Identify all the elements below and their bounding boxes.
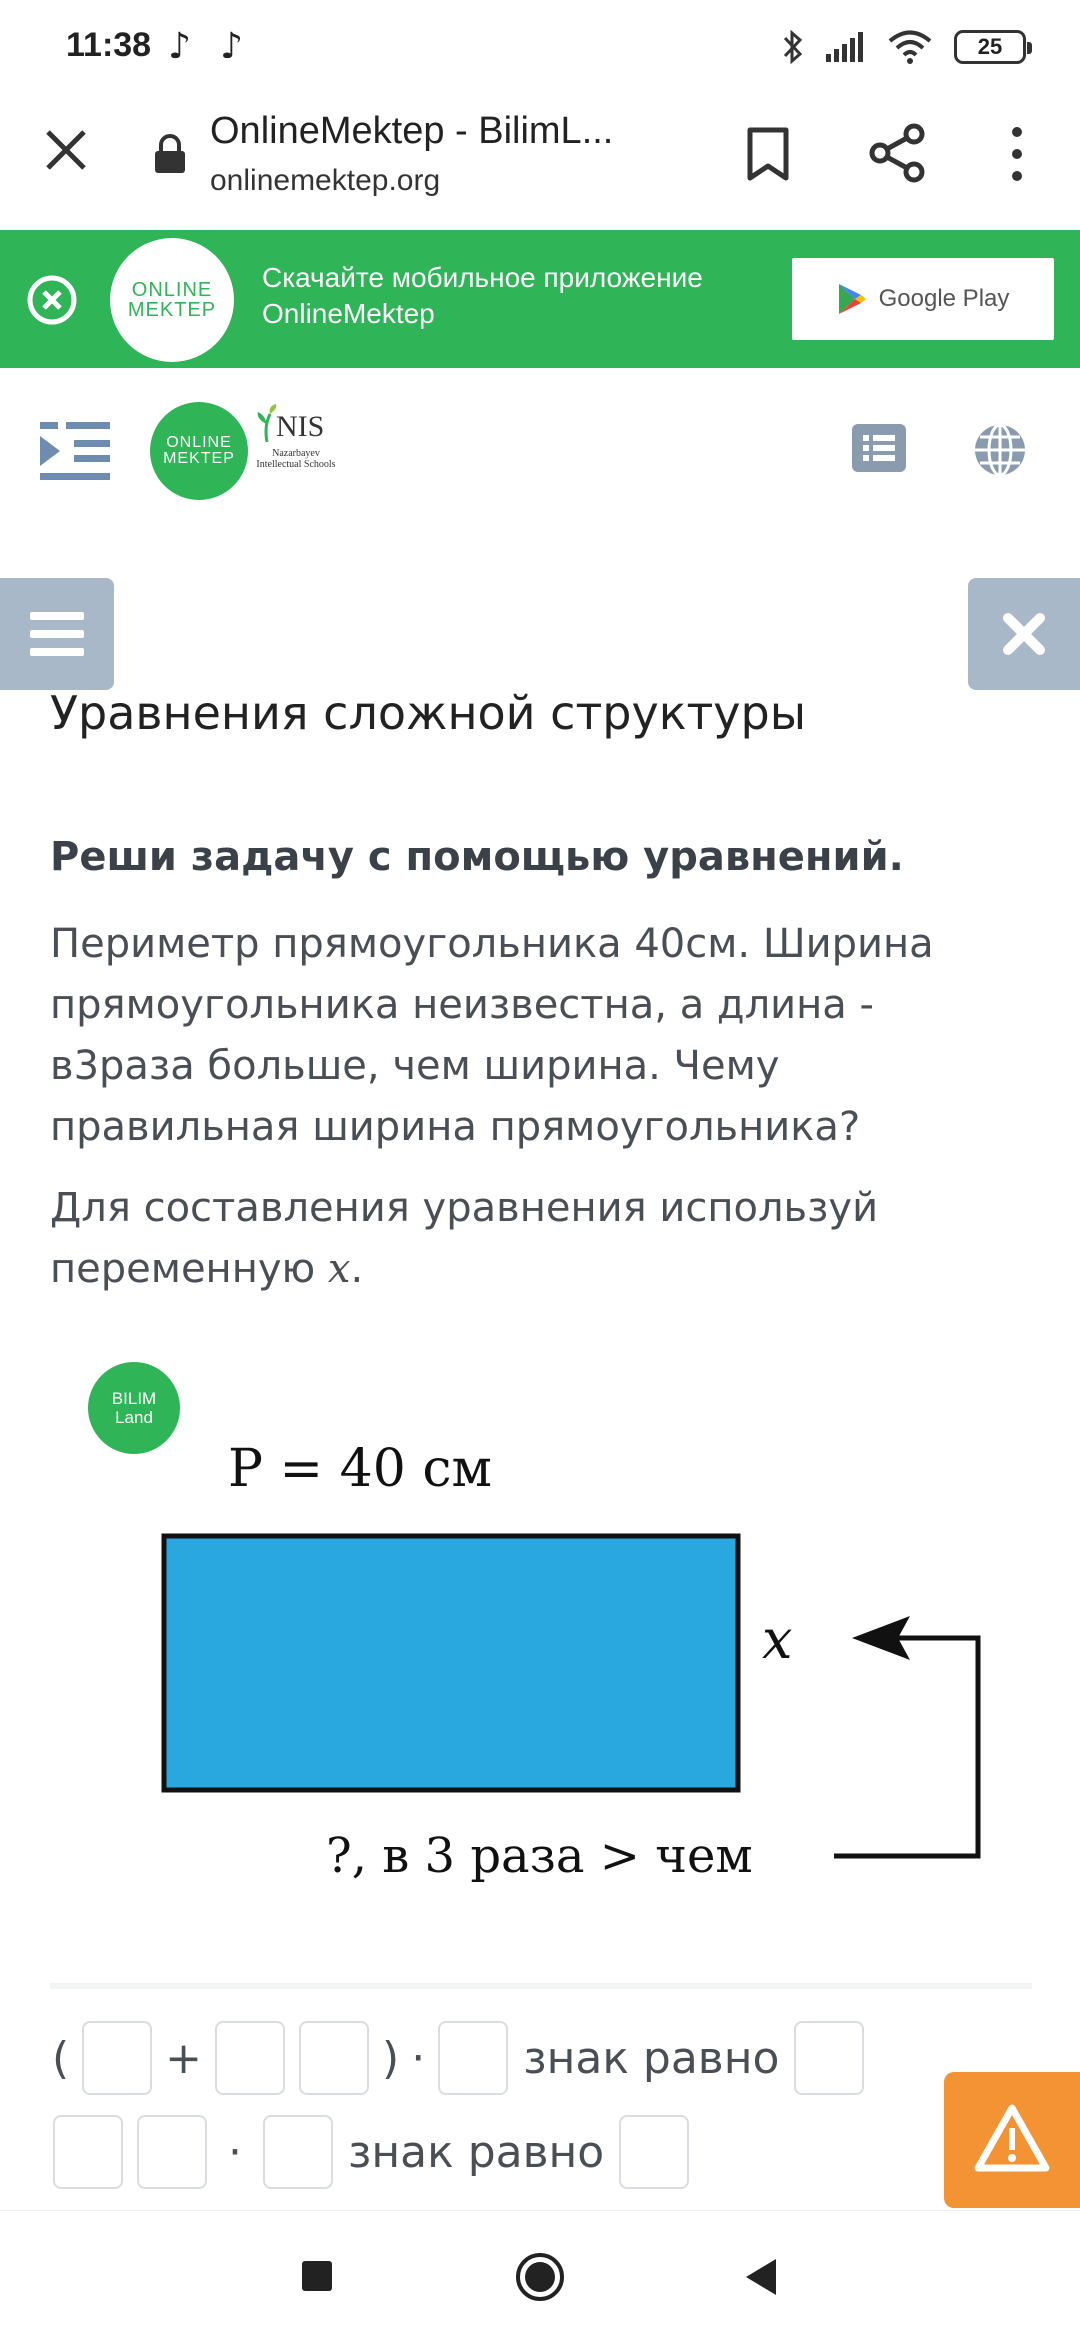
- nis-logo: [254, 404, 338, 504]
- rectangle-shape: [164, 1536, 738, 1790]
- hint-period: .: [350, 1246, 364, 1292]
- status-bar: [0, 0, 1080, 100]
- bluetooth-icon: [782, 29, 804, 65]
- answer-slot[interactable]: [299, 2021, 369, 2095]
- hamburger-bar: [30, 648, 84, 656]
- pointer-arrow-line: [834, 1638, 978, 1856]
- answer-slot[interactable]: [438, 2021, 508, 2095]
- system-indicators: [782, 24, 1026, 70]
- recents-icon[interactable]: [302, 2261, 332, 2291]
- perimeter-label: P = 40 см: [228, 1439, 492, 1499]
- badge-line1: BILIM: [111, 1389, 157, 1408]
- answer-slot[interactable]: [53, 2115, 123, 2189]
- close-icon[interactable]: [26, 274, 78, 326]
- answer-slot[interactable]: [263, 2115, 333, 2189]
- answer-slot[interactable]: [215, 2021, 285, 2095]
- promo-text-line1: Скачайте мобильное приложение: [262, 262, 703, 293]
- task-line: Периметр прямоугольника 40см. Ширина: [50, 921, 934, 967]
- lesson-close-button[interactable]: [968, 578, 1080, 690]
- answer-slot[interactable]: [619, 2115, 689, 2189]
- more-icon[interactable]: [1000, 124, 1034, 184]
- hint-line2: [50, 1239, 1040, 1300]
- equals-label: знак равно: [523, 2032, 780, 2084]
- site-header: [0, 368, 1080, 528]
- answer-slot[interactable]: [82, 2021, 152, 2095]
- page-title[interactable]: OnlineMektep - BilimL...: [210, 110, 614, 152]
- bookmark-icon[interactable]: [742, 126, 794, 182]
- open-paren: (: [52, 2032, 70, 2084]
- report-problem-button[interactable]: [944, 2072, 1080, 2208]
- answer-slot[interactable]: [794, 2021, 864, 2095]
- share-icon[interactable]: [868, 122, 928, 184]
- logo-line1: ONLINE: [131, 279, 213, 301]
- task-text: [50, 914, 1040, 1158]
- promo-text-line2: OnlineMektep: [262, 298, 435, 329]
- onlinemektep-logo[interactable]: [150, 402, 248, 500]
- task-hint: [50, 1178, 1040, 1300]
- home-icon[interactable]: [514, 2251, 566, 2303]
- battery-indicator: 25: [954, 30, 1026, 64]
- lesson-menu-button[interactable]: [0, 578, 114, 690]
- tiktok-icon: ♪: [220, 26, 243, 67]
- section-divider: [50, 1983, 1032, 1989]
- wifi-icon: [888, 30, 932, 64]
- globe-icon[interactable]: [972, 422, 1028, 478]
- plus-sign: +: [165, 2032, 203, 2084]
- rectangle-diagram: [140, 1420, 1020, 1900]
- hint-variable: x: [327, 1246, 351, 1292]
- list-icon: [852, 424, 906, 472]
- equation-row-2: [46, 2114, 696, 2190]
- equals-label: знак равно: [348, 2126, 605, 2178]
- close-paren: ): [382, 2032, 400, 2084]
- google-play-button[interactable]: [792, 258, 1054, 340]
- task-line: правильная ширина прямоугольника?: [50, 1104, 861, 1150]
- multiply-dot: ·: [228, 2126, 242, 2178]
- lock-icon: [153, 134, 187, 174]
- google-play-icon: [837, 282, 867, 316]
- menu-icon[interactable]: [40, 418, 112, 484]
- length-label: ?, в 3 раза > чем: [326, 1828, 753, 1884]
- hint-line1: Для составления уравнения используй: [50, 1185, 879, 1231]
- hamburger-bar: [30, 612, 84, 620]
- answer-slot[interactable]: [137, 2115, 207, 2189]
- close-icon[interactable]: [40, 124, 92, 176]
- hamburger-bar: [30, 630, 84, 638]
- nis-subtitle: Nazarbayev Intellectual Schools: [256, 448, 336, 470]
- browser-toolbar: [0, 100, 1080, 230]
- tiktok-icon: ♪: [168, 26, 191, 67]
- task-line: прямоугольника неизвестна, а длина -: [50, 982, 874, 1028]
- back-icon[interactable]: [742, 2257, 780, 2297]
- nis-wordmark: NIS: [276, 410, 325, 443]
- logo-line2: MEKTEP: [127, 299, 217, 321]
- width-label: x: [762, 1608, 793, 1671]
- equation-row-1: [46, 2020, 871, 2096]
- status-time: 11:38: [66, 26, 152, 64]
- logo-line1: ONLINE: [166, 434, 232, 451]
- task-line: в3раза больше, чем ширина. Чему: [50, 1043, 780, 1089]
- logo-line2: MEKTEP: [163, 450, 235, 467]
- badge-line2: Land: [115, 1408, 153, 1427]
- lesson-title: Уравнения сложной структуры: [50, 686, 807, 740]
- onlinemektep-logo: [110, 238, 234, 362]
- app-promo-banner: [0, 230, 1080, 368]
- signal-icon: [826, 32, 866, 62]
- multiply-dot: ·: [411, 2032, 426, 2084]
- google-play-label: Google Play: [878, 285, 1010, 312]
- hint-text: переменную: [50, 1246, 316, 1292]
- list-view-button[interactable]: [852, 424, 906, 472]
- system-nav-bar: [0, 2210, 1080, 2340]
- warning-icon: [944, 2072, 1080, 2208]
- promo-text: [262, 260, 762, 332]
- close-icon: [968, 578, 1080, 690]
- page-url[interactable]: onlinemektep.org: [210, 164, 441, 197]
- task-heading: Реши задачу с помощью уравнений.: [50, 834, 904, 880]
